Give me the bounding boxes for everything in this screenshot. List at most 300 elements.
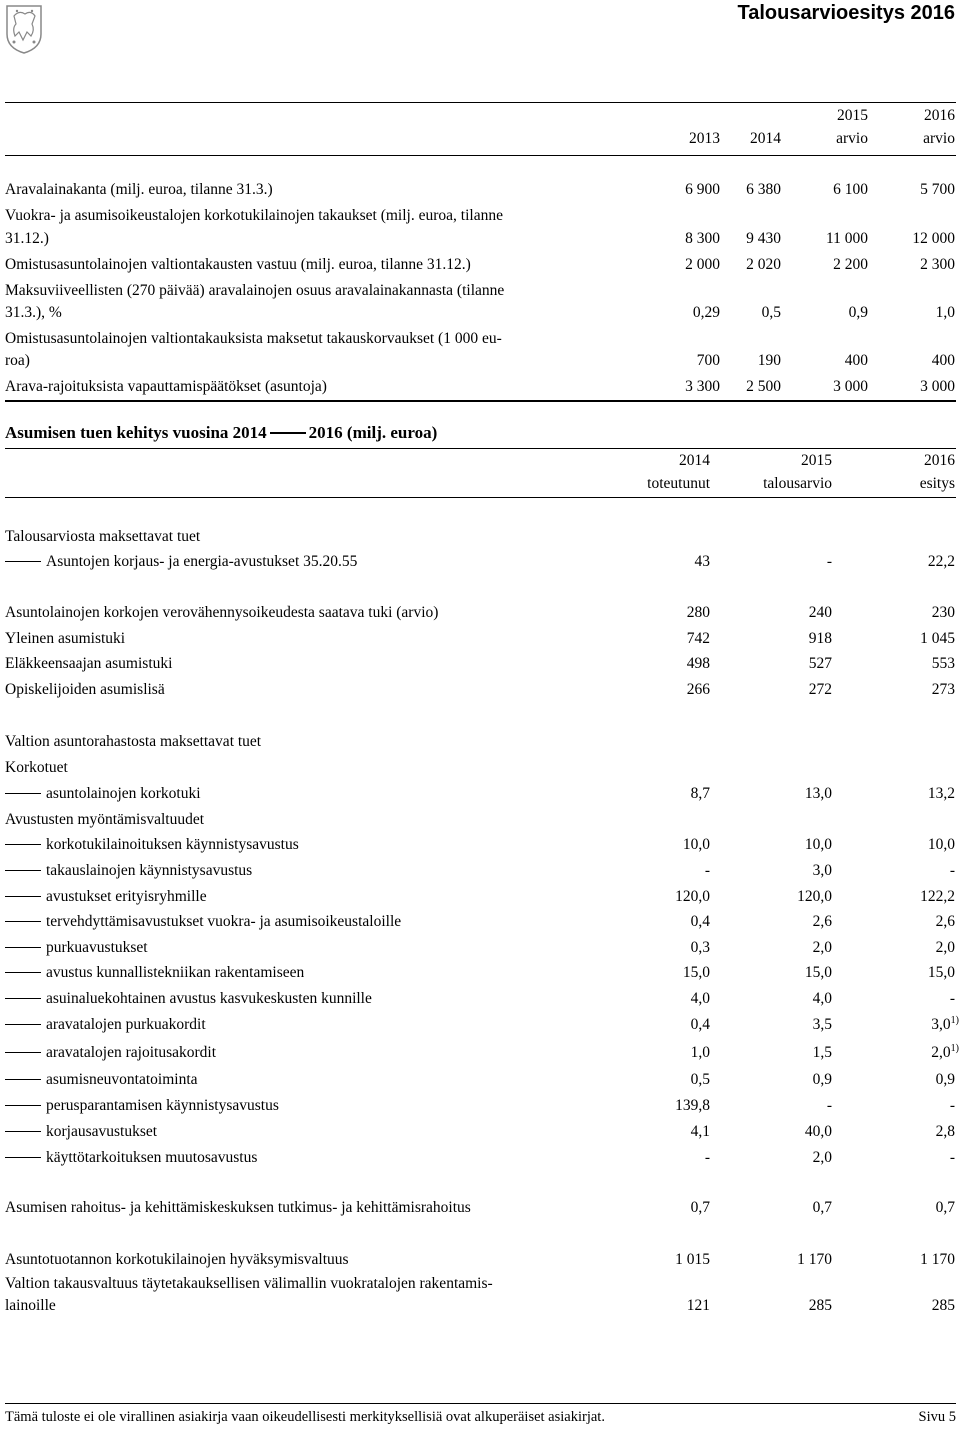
cell-value: - [826, 1097, 832, 1114]
cell-value: 0,3 [690, 939, 710, 956]
footer-disclaimer: Tämä tuloste ei ole virallinen asiakirja vaan oikeudellisesti merkityksellisiä ovat alkuperäiset asiakirjat. [5, 1409, 605, 1425]
cell: 5 700 [920, 181, 955, 198]
cell [805, 963, 832, 983]
indent-dash [5, 998, 41, 999]
cell: 400 [931, 352, 955, 369]
row-label-text: korkotukilainoituksen käynnistysavustus [46, 836, 299, 853]
row-label-text: Yleinen asumistuki [5, 630, 126, 647]
cell-value: - [826, 553, 832, 570]
indent-dash [5, 793, 41, 794]
cell [928, 963, 955, 983]
row-label [5, 1148, 257, 1168]
cell: 2 000 [685, 256, 720, 273]
table2-header-rule [5, 497, 956, 498]
row-label [5, 887, 207, 907]
row-label [5, 1070, 198, 1090]
table-row [5, 732, 956, 752]
cell-value: 742 [686, 630, 710, 647]
cell-value: 3,0 [931, 1016, 951, 1033]
cell [813, 1043, 832, 1063]
cell [687, 680, 710, 700]
cell-value: 553 [931, 655, 955, 672]
t2-head-2-line2: talousarvio [763, 475, 832, 492]
cell-value: 40,0 [804, 1123, 832, 1140]
indent-dash [5, 870, 41, 871]
cell-value: 0,7 [690, 1199, 710, 1216]
indent-dash [5, 1052, 41, 1053]
cell-value: 240 [808, 604, 832, 621]
cell: 1,0 [935, 304, 955, 321]
footnote-marker: 1) [950, 1043, 959, 1054]
cell-value: 15,0 [682, 964, 710, 981]
cell-value: 285 [931, 1297, 955, 1314]
cell-value: 15,0 [927, 964, 955, 981]
cell [936, 1122, 955, 1142]
row-label-text: Asuntojen korjaus- ja energia-avustukset 35.20.55 [46, 553, 358, 570]
cell [809, 1296, 832, 1316]
row-label [5, 603, 438, 623]
cell-value: 1,5 [812, 1044, 832, 1061]
t2-head-1-line1: 2014 [679, 452, 710, 469]
cell [950, 1096, 955, 1116]
row-label-text: asumisneuvontatoiminta [46, 1071, 198, 1088]
indent-dash [5, 1157, 41, 1158]
header-rule [5, 102, 956, 103]
cell [705, 861, 710, 881]
table-row [5, 206, 956, 226]
cell [928, 835, 955, 855]
cell [687, 603, 710, 623]
cell [950, 1148, 955, 1168]
table-row [5, 329, 956, 349]
cell-value: 0,9 [812, 1071, 832, 1088]
table-row [5, 1043, 959, 1063]
cell [928, 784, 955, 804]
row-label [5, 732, 261, 752]
cell-value: 10,0 [682, 836, 710, 853]
row-label [5, 912, 401, 932]
cell-value: 122,2 [920, 888, 955, 905]
cell-value: 2,0 [935, 939, 955, 956]
row-label [5, 654, 172, 674]
cell [809, 603, 832, 623]
cell-value: 1,0 [690, 1044, 710, 1061]
table-row [5, 938, 956, 958]
cell [687, 629, 710, 649]
cell: 400 [844, 352, 868, 369]
table-row [5, 377, 956, 397]
cell [691, 989, 710, 1009]
cell-value: 2,0 [812, 1149, 832, 1166]
table1-header-rule [5, 155, 956, 156]
title-dash [270, 432, 306, 434]
cell [687, 1296, 710, 1316]
cell-value: - [704, 862, 710, 879]
section-title [5, 423, 437, 443]
cell-value: 527 [808, 655, 832, 672]
cell [813, 912, 832, 932]
row-label [5, 1122, 157, 1142]
cell [813, 938, 832, 958]
row-label: Maksuviiveellisten (270 päivää) aravalainojen osuus aravalainakannasta (tilanne [5, 282, 505, 299]
cell-value: 13,0 [804, 785, 832, 802]
cell-value: 121 [686, 1297, 710, 1314]
cell-value: 10,0 [804, 836, 832, 853]
footer [5, 1409, 956, 1426]
row-label-text: Eläkkeensaajan asumistuki [5, 655, 173, 672]
table1-header-line1 [5, 106, 956, 126]
row-label [5, 1043, 216, 1063]
table-row [5, 989, 956, 1009]
cell [683, 835, 710, 855]
cell [931, 1015, 959, 1035]
cell-value: 0,7 [935, 1199, 955, 1216]
row-label-text: asuntolainojen korkotuki [46, 785, 201, 802]
cell-value: 2,8 [935, 1123, 955, 1140]
cell: 0,9 [848, 304, 868, 321]
table-row-cont [5, 303, 956, 323]
row-label-text: aravatalojen purkuakordit [46, 1016, 206, 1033]
cell-value: 2,6 [935, 913, 955, 930]
cell [797, 1250, 832, 1270]
cell-value: 10,0 [927, 836, 955, 853]
cell [813, 1148, 832, 1168]
cell-value: 120,0 [797, 888, 832, 905]
indent-dash [5, 844, 41, 845]
cell [675, 1250, 710, 1270]
cell: 0,5 [761, 304, 781, 321]
cell-value: - [949, 1149, 955, 1166]
cell: 6 900 [685, 181, 720, 198]
cell-value: 285 [808, 1297, 832, 1314]
cell [813, 1070, 832, 1090]
table-row [5, 1198, 956, 1218]
row-label [5, 1250, 349, 1270]
cell: 2 500 [746, 378, 781, 395]
cell-value: 918 [808, 630, 832, 647]
t1-head-3-line2: arvio [836, 130, 868, 147]
cell: 2 200 [833, 256, 868, 273]
row-label-cont: 31.12.) [5, 230, 49, 247]
row-label-text: Talousarviosta maksettavat tuet [5, 528, 201, 545]
cell-value: 120,0 [675, 888, 710, 905]
row-label [5, 629, 125, 649]
cell [950, 989, 955, 1009]
cell-value: 15,0 [804, 964, 832, 981]
row-label: Vuokra- ja asumisoikeustalojen korkotukilainojen takaukset (milj. euroa, tilanne [5, 207, 503, 224]
row-label-text: purkuavustukset [46, 939, 148, 956]
cell-value: 4,0 [812, 990, 832, 1007]
row-label [5, 1198, 471, 1218]
cell [936, 912, 955, 932]
cell [932, 654, 955, 674]
cell-value: 280 [686, 604, 710, 621]
table-row [5, 180, 956, 200]
cell [805, 1122, 832, 1142]
cell: 8 300 [685, 230, 720, 247]
row-label-text: aravatalojen rajoitusakordit [46, 1044, 217, 1061]
table-row-cont [5, 351, 956, 371]
indent-dash [5, 972, 41, 973]
cell [809, 654, 832, 674]
row-label [5, 680, 165, 700]
section-title-rule [5, 448, 956, 449]
cell [797, 887, 832, 907]
cell-value: 1 170 [920, 1251, 955, 1268]
cell [813, 989, 832, 1009]
footnote-marker: 1) [950, 1015, 959, 1026]
cell [809, 629, 832, 649]
table-row [5, 281, 956, 301]
cell [936, 1070, 955, 1090]
t1-head-4-line1: 2016 [924, 107, 955, 124]
table-row [5, 654, 956, 674]
row-label [5, 1274, 493, 1294]
cell [936, 1198, 955, 1218]
cell [932, 680, 955, 700]
cell [932, 603, 955, 623]
table-row [5, 1122, 956, 1142]
row-label-text: käyttötarkoituksen muutosavustus [46, 1149, 258, 1166]
t1-head-2-line2: 2014 [750, 130, 781, 147]
row-label [5, 963, 304, 983]
indent-dash [5, 1105, 41, 1106]
cell-value: 1 045 [920, 630, 955, 647]
cell [827, 552, 832, 572]
cell [805, 784, 832, 804]
cell-value: 8,7 [690, 785, 710, 802]
cell-value: 0,5 [690, 1071, 710, 1088]
footer-rule [5, 1403, 956, 1404]
cell-value: 0,4 [690, 913, 710, 930]
cell-value: 2,0 [931, 1044, 951, 1061]
indent-dash [5, 561, 41, 562]
section-title-part-a: Asumisen tuen kehitys vuosina 2014 [5, 423, 267, 442]
row-label [5, 835, 299, 855]
table-row [5, 758, 956, 778]
cell [705, 1148, 710, 1168]
row-label-text: Avustusten myöntämisvaltuudet [5, 811, 205, 828]
cell [691, 784, 710, 804]
cell-value: - [949, 862, 955, 879]
cell [691, 1198, 710, 1218]
table-row [5, 810, 956, 830]
cell [950, 861, 955, 881]
table-row [5, 1096, 956, 1116]
table-row [5, 552, 956, 572]
row-label-cont: roa) [5, 352, 30, 369]
row-label-text: asuinaluekohtainen avustus kasvukeskusten kunnille [46, 990, 372, 1007]
cell-value: 43 [694, 553, 710, 570]
document-title: Talousarvioesitys 2016 [737, 2, 955, 24]
cell: 190 [757, 352, 781, 369]
t2-head-1-line2: toteutunut [647, 475, 710, 492]
row-label [5, 758, 68, 778]
table-row [5, 680, 956, 700]
row-label: Arava-rajoituksista vapauttamispäätökset (asuntoja) [5, 378, 327, 395]
cell-value: 0,7 [812, 1199, 832, 1216]
cell-value: 2,0 [812, 939, 832, 956]
table-row [5, 912, 956, 932]
cell [813, 1015, 832, 1035]
row-label-text: tervehdyttämisavustukset vuokra- ja asumisoikeustaloille [46, 913, 402, 930]
t1-head-1-line2: 2013 [689, 130, 720, 147]
cell [827, 1096, 832, 1116]
table-row [5, 603, 956, 623]
t1-head-3-line1: 2015 [837, 107, 868, 124]
cell [928, 552, 955, 572]
t2-head-2-line1: 2015 [801, 452, 832, 469]
cell-value: 4,0 [690, 990, 710, 1007]
page-number: Sivu 5 [918, 1409, 956, 1425]
table-row [5, 255, 956, 275]
indent-dash [5, 947, 41, 948]
cell: 3 000 [833, 378, 868, 395]
row-label-text: perusparantamisen käynnistysavustus [46, 1097, 279, 1114]
table2-header-line1 [5, 451, 956, 471]
cell-value: 3,0 [812, 862, 832, 879]
cell [920, 887, 955, 907]
row-label [5, 1096, 279, 1116]
table-row [5, 1274, 956, 1294]
table-row [5, 629, 956, 649]
row-label [5, 810, 204, 830]
cell-value: 498 [686, 655, 710, 672]
cell [813, 861, 832, 881]
cell: 3 300 [685, 378, 720, 395]
row-label: Omistusasuntolainojen valtiontakausten vastuu (milj. euroa, tilanne 31.12.) [5, 256, 471, 273]
section-title-part-b: 2016 (milj. euroa) [308, 423, 438, 442]
table-row [5, 1148, 956, 1168]
cell: 3 000 [920, 378, 955, 395]
cell [691, 912, 710, 932]
cell [920, 1250, 955, 1270]
cell-value: 3,5 [812, 1016, 832, 1033]
row-label [5, 938, 148, 958]
t2-head-3-line2: esitys [919, 475, 955, 492]
cell-value: 266 [686, 681, 710, 698]
cell-value: 0,9 [935, 1071, 955, 1088]
table2-header-line2 [5, 474, 956, 494]
row-label-text: Valtion takausvaltuus täytetakauksellisen välimallin vuokratalojen rakentamis- [5, 1275, 493, 1292]
table1-header-line2 [5, 129, 956, 149]
row-label-text: Valtion asuntorahastosta maksettavat tuet [5, 733, 262, 750]
row-label [5, 989, 372, 1009]
row-label-text: takauslainojen käynnistysavustus [46, 862, 253, 879]
row-label-text: Korkotuet [5, 759, 68, 776]
cell: 11 000 [825, 230, 868, 247]
cell-value: - [949, 990, 955, 1007]
indent-dash [5, 1131, 41, 1132]
t1-head-4-line2: arvio [923, 130, 955, 147]
cell [936, 938, 955, 958]
row-label-text: avustukset erityisryhmille [46, 888, 207, 905]
cell-value: 1 170 [797, 1251, 832, 1268]
cell-value: 1 015 [675, 1251, 710, 1268]
cell [695, 552, 711, 572]
table-row-cont [5, 1296, 956, 1316]
cell: 6 100 [833, 181, 868, 198]
cell [675, 887, 710, 907]
row-label-text: Asuntolainojen korkojen verovähennysoikeudesta saatava tuki (arvio) [5, 604, 439, 621]
table-row [5, 1015, 959, 1035]
cell-value: 0,4 [690, 1016, 710, 1033]
table-row [5, 835, 956, 855]
cell [683, 963, 710, 983]
table-row [5, 887, 956, 907]
cell: 0,29 [692, 304, 720, 321]
indent-dash [5, 896, 41, 897]
table-row [5, 963, 956, 983]
row-label-text: Opiskelijoiden asumislisä [5, 681, 165, 698]
table-row-cont [5, 229, 956, 249]
indent-dash [5, 921, 41, 922]
row-label: Aravalainakanta (milj. euroa, tilanne 31.3.) [5, 181, 273, 198]
indent-dash [5, 1079, 41, 1080]
row-label-text: avustus kunnallistekniikan rakentamiseen [46, 964, 305, 981]
row-label [5, 1015, 206, 1035]
cell: 2 020 [746, 256, 781, 273]
row-label: Omistusasuntolainojen valtiontakauksista maksetut takauskorvaukset (1 000 eu- [5, 330, 502, 347]
table-row [5, 1070, 956, 1090]
cell: 700 [696, 352, 720, 369]
table1-bottom-rule [5, 400, 956, 402]
cell-value: 139,8 [675, 1097, 710, 1114]
cell-value: 230 [931, 604, 955, 621]
cell [931, 1043, 959, 1063]
cell [691, 1043, 710, 1063]
cell [920, 629, 955, 649]
cell [813, 1198, 832, 1218]
row-label-cont: lainoille [5, 1297, 56, 1314]
cell: 6 380 [746, 181, 781, 198]
cell [691, 938, 710, 958]
row-label [5, 552, 357, 572]
cell [932, 1296, 955, 1316]
cell: 9 430 [746, 230, 781, 247]
table-row [5, 527, 956, 547]
cell [691, 1070, 710, 1090]
row-label-text: Asuntotuotannon korkotukilainojen hyväksymisvaltuus [5, 1251, 349, 1268]
cell-value: 273 [931, 681, 955, 698]
cell [691, 1015, 710, 1035]
row-label [5, 784, 201, 804]
cell-value: 13,2 [927, 785, 955, 802]
cell-value: 4,1 [690, 1123, 710, 1140]
row-label [5, 527, 200, 547]
cell-value: - [704, 1149, 710, 1166]
table-row [5, 861, 956, 881]
cell: 12 000 [912, 230, 955, 247]
cell: 2 300 [920, 256, 955, 273]
cell [809, 680, 832, 700]
cell-value: 272 [808, 681, 832, 698]
table-row [5, 784, 956, 804]
cell [687, 654, 710, 674]
t2-head-3-line1: 2016 [924, 452, 955, 469]
cell-value: 2,6 [812, 913, 832, 930]
row-label-text: Asumisen rahoitus- ja kehittämiskeskuksen tutkimus- ja kehittämisrahoitus [5, 1199, 471, 1216]
row-label [5, 861, 252, 881]
cell [675, 1096, 710, 1116]
coat-of-arms-logo [5, 4, 43, 54]
indent-dash [5, 1024, 41, 1025]
cell-value: - [949, 1097, 955, 1114]
table-row [5, 1250, 956, 1270]
row-label-cont: 31.3.), % [5, 304, 62, 321]
cell [805, 835, 832, 855]
row-label-text: korjausavustukset [46, 1123, 158, 1140]
